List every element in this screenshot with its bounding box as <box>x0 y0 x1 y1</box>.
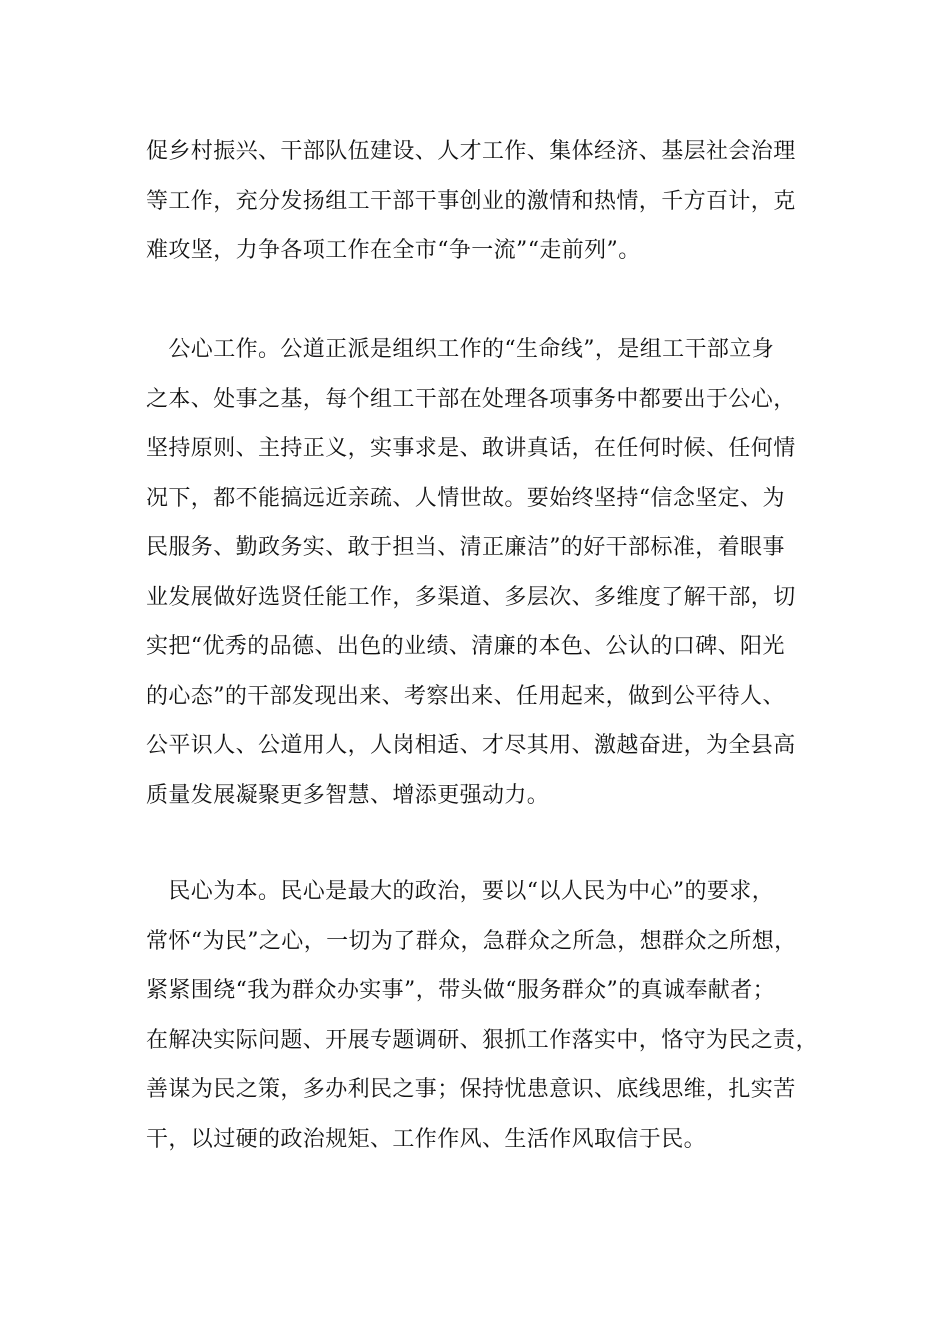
text-line: 之本、处事之基，每个组工干部在处理各项事务中都要出于公心， <box>146 386 796 412</box>
text-line: 民心为本。民心是最大的政治，要以“以人民为中心”的要求， <box>146 879 775 904</box>
text-line: 善谋为民之策，多办利民之事；保持忧患意识、底线思维，扎实苦 <box>146 1077 796 1102</box>
text-line: 在解决实际问题、开展专题调研、狠抓工作落实中，恪守为民之责， <box>146 1027 819 1053</box>
text-line: 质量发展凝聚更多智慧、增添更强动力。 <box>146 782 550 808</box>
text-line: 等工作，充分发扬组工干部干事创业的激情和热情，千方百计，克 <box>146 188 796 214</box>
text-line: 干，以过硬的政治规矩、工作作风、生活作风取信于民。 <box>146 1126 707 1152</box>
text-line: 况下，都不能搞远近亲疏、人情世故。要始终坚持“信念坚定、为 <box>146 485 785 511</box>
text-line: 公平识人、公道用人，人岗相适、才尽其用、激越奋进，为全县高 <box>146 733 796 758</box>
text-line: 民服务、勤政务实、敢于担当、清正廉洁”的好干部标准，着眼事 <box>146 535 785 560</box>
text-line: 促乡村振兴、干部队伍建设、人才工作、集体经济、基层社会治理 <box>146 139 796 164</box>
text-line: 业发展做好选贤任能工作，多渠道、多层次、多维度了解干部，切 <box>146 584 796 610</box>
text-line: 公心工作。公道正派是组织工作的“生命线”，是组工干部立身 <box>146 337 775 362</box>
text-line: 紧紧围绕“我为群众办实事”，带头做“服务群众”的真诚奉献者； <box>146 978 775 1003</box>
text-line: 难攻坚，力争各项工作在全市“争一流”“走前列”。 <box>146 238 641 263</box>
text-line: 实把“优秀的品德、出色的业绩、清廉的本色、公认的口碑、阳光 <box>146 634 785 659</box>
text-line: 常怀“为民”之心，一切为了群众，急群众之所急，想群众之所想， <box>146 928 797 954</box>
paragraph-gongxin <box>146 325 826 820</box>
paragraph-minxin <box>146 867 826 1164</box>
text-line: 的心态”的干部发现出来、考察出来、任用起来，做到公平待人、 <box>146 683 785 709</box>
text-line: 坚持原则、主持正义，实事求是、敢讲真话，在任何时候、任何情 <box>146 436 796 461</box>
paragraph-continuation <box>146 127 826 276</box>
